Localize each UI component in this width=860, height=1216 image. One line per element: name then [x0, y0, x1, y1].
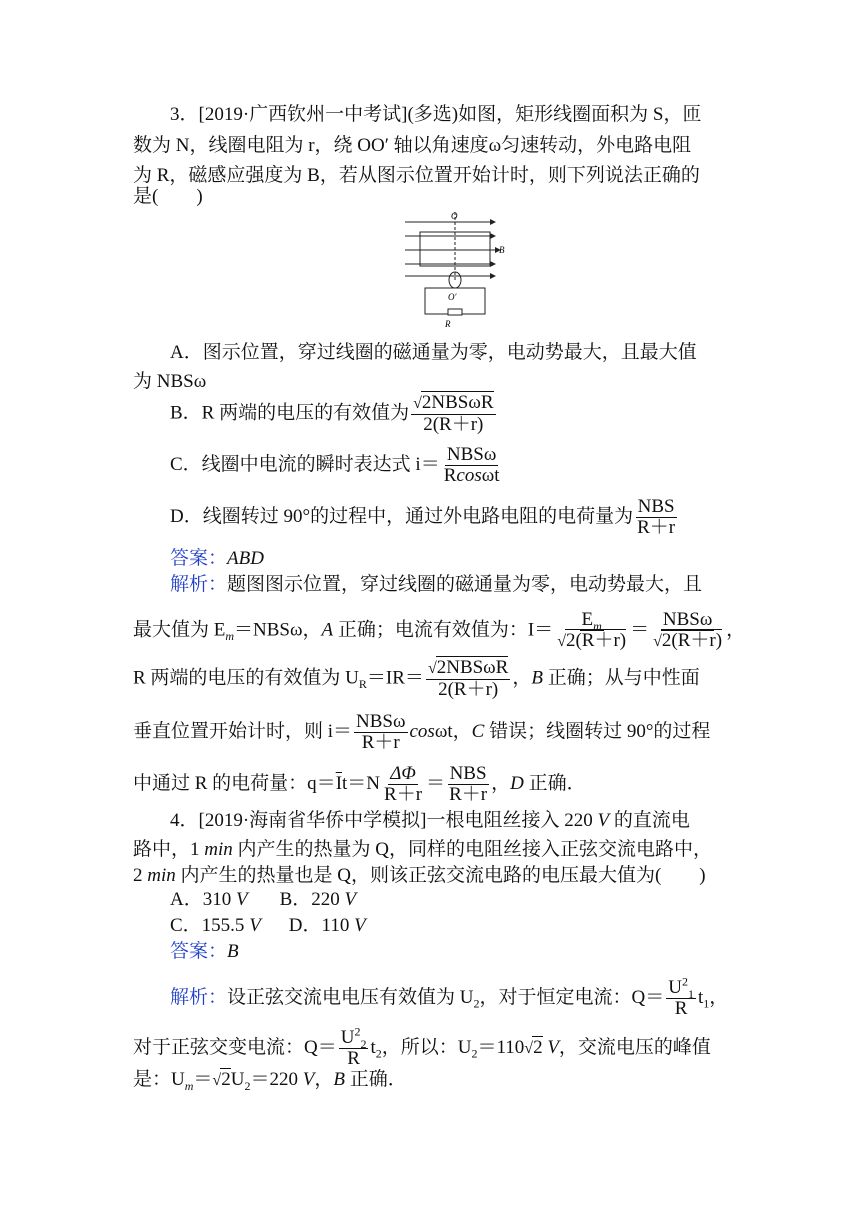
label-o-prime: O′: [448, 292, 457, 302]
expl-sub: R: [358, 677, 367, 692]
q4-text: 4．[2019·海南省华侨中学模拟]一根电阻丝接入 220: [170, 810, 598, 831]
option-c-den-b: cos: [456, 465, 482, 486]
expl-italic: B: [531, 667, 543, 689]
expl-text: ＝: [630, 619, 650, 641]
expl-sub: m: [225, 629, 235, 644]
option-b-den: 2(R＋r): [423, 414, 484, 435]
label-b: B: [499, 245, 505, 255]
option-d-den: R＋r: [637, 517, 676, 538]
sqrt-value: 2: [533, 1036, 543, 1058]
option-b-num: 2NBSωR: [421, 392, 494, 413]
frac-den: R＋r: [384, 784, 423, 805]
expl-text: t: [697, 986, 704, 1008]
option-d-text: D．线圈转过 90°的过程中，通过外电路电阻的电荷量为: [170, 505, 634, 527]
expl-sub: 2: [473, 996, 480, 1011]
expl-sub: 2: [244, 1078, 251, 1093]
option-d-num: NBS: [637, 496, 675, 517]
label-r: R: [445, 319, 451, 329]
expl-text: ，交流电压的峰值: [558, 1036, 711, 1058]
expl-text: ＝: [193, 1069, 213, 1090]
expl-italic: cos: [409, 720, 435, 742]
frac-num: E: [581, 609, 594, 630]
frac-den: R＋r: [449, 784, 488, 805]
q3-stem-line3: 为 R，磁感应强度为 B，若从图示位置开始计时，则下列说法正确的: [133, 165, 700, 186]
option-d-fraction: [635, 497, 677, 538]
expl-text: ，: [709, 986, 729, 1008]
option-d: D．110: [288, 915, 355, 936]
expl-text: t＝N: [342, 772, 381, 794]
expl-text: ，: [512, 667, 532, 689]
expl-sub: 2: [375, 1046, 382, 1061]
frac-den: R: [674, 998, 688, 1019]
q3-expl-line2: [133, 610, 745, 652]
frac-den: 2(R＋r): [438, 679, 499, 700]
frac-den: R＋r: [361, 732, 400, 753]
option-c: C．155.5: [170, 915, 250, 936]
q3-option-d: [170, 497, 679, 538]
q4-options-cd: [170, 914, 366, 938]
expl-text: ωt，: [434, 720, 472, 742]
unit: V: [354, 915, 366, 936]
unit: V: [249, 915, 261, 936]
option-a: A．310: [170, 889, 236, 910]
q3-stem-line4: 是( ): [133, 186, 203, 207]
expl-fraction: $\frac{U^2_1}{R}$: [668, 974, 694, 1019]
q4-options-ab: [170, 888, 356, 912]
q3-option-b: [170, 393, 498, 435]
q3-option-a-line1: A．图示位置，穿过线圈的磁通量为零，电动势最大，且最大值: [170, 342, 697, 363]
q4-expl-line3: 是：$U_m=√2U_2=220$ V，B 正确．: [133, 1069, 407, 1093]
q4-stem-line3: [133, 864, 706, 888]
q4-text: 路中，1: [133, 839, 205, 860]
expl-text: ＝220: [250, 1069, 303, 1090]
unit: V: [542, 1036, 559, 1058]
q4-text: 的直流电: [609, 810, 690, 831]
option-b: B．220: [279, 889, 345, 910]
expl-italic: D: [510, 772, 524, 794]
option-c-text: C．线圈中电流的瞬时表达式 i＝: [170, 453, 440, 475]
mean-current: $\overline{I}$: [335, 772, 343, 794]
expl-sub: 2: [471, 1046, 478, 1061]
q3-expl-line4: [133, 712, 710, 753]
resistor: [448, 309, 462, 315]
sqrt-value: 2: [221, 1069, 231, 1090]
unit: min: [147, 865, 176, 886]
option-b-fraction: $\frac{\text{√2NBSωR}}{2(R+r)}$: [413, 392, 494, 435]
frac-sub: m: [593, 618, 602, 633]
unit: min: [204, 839, 233, 860]
frac-num: U: [668, 977, 682, 998]
expl-text: 设正弦交流电电压有效值为 U: [227, 986, 474, 1008]
frac-num: NBS: [449, 763, 487, 784]
q3-option-a-line2: 为 NBSω: [133, 371, 207, 392]
expl-italic: B: [333, 1069, 345, 1090]
expl-text: ，对于恒定电流：Q＝: [479, 986, 665, 1008]
frac-num: U: [340, 1027, 355, 1048]
expl-fraction: $\frac{\text{NBSω}}{√2(R+r)}$: [653, 609, 723, 651]
q4-stem-line1: [170, 809, 690, 833]
expl-text: 错误；线圈转过 90°的过程: [484, 720, 711, 742]
answer-label: 答案：: [170, 548, 228, 569]
option-c-fraction: [442, 445, 502, 486]
frac-num: NBSω: [356, 711, 406, 732]
frac-den: 2(R＋r): [661, 630, 723, 651]
answer-value: ABD: [227, 548, 264, 569]
option-b-text: B．R 两端的电压的有效值为: [170, 402, 410, 424]
expl-text: 对于正弦交变电流：Q＝: [133, 1036, 337, 1058]
expl-text: U: [230, 1069, 245, 1090]
expl-fraction: $\frac{\text{√2NBSωR}}{2(R+r)}$: [427, 657, 509, 700]
frac-num: NBSω: [662, 609, 713, 630]
unit: V: [302, 1069, 315, 1090]
expl-text: 最大值为 E: [133, 619, 226, 641]
q3-stem-line1: 3．[2019·广西钦州一中考试](多选)如图，矩形线圈面积为 S，匝: [170, 104, 702, 125]
expl-fraction: [354, 712, 407, 753]
label-o: O: [451, 211, 458, 221]
expl-fraction: [382, 764, 424, 805]
expl-italic: A: [321, 619, 334, 641]
expl-text: ，: [314, 1069, 334, 1090]
frac-den: 2(R＋r): [565, 630, 627, 651]
expl-text: 正确．: [523, 772, 586, 794]
q3-answer: [170, 547, 264, 571]
explanation-label: 解析：: [170, 986, 228, 1008]
expl-text: ，所以：U: [381, 1036, 472, 1058]
frac-num: ΔΦ: [390, 763, 416, 784]
expl-text: ，: [726, 619, 746, 641]
answer-value: B: [227, 941, 239, 962]
expl-text: ＝IR＝: [366, 667, 424, 689]
option-c-num: NBSω: [446, 444, 497, 465]
expl-sub: m: [184, 1078, 194, 1093]
option-c-den-a: R: [443, 465, 457, 486]
expl-fraction: $\frac{U^2_2}{R}$: [340, 1024, 367, 1069]
q3-expl-line3: [133, 658, 700, 700]
q3-stem-line2: 数为 N，线圈电阻为 r，绕 OO′ 轴以角速度ω匀速转动，外电路电阻: [133, 135, 692, 156]
expl-italic: C: [471, 720, 485, 742]
q4-expl-line1: [170, 974, 729, 1019]
q4-text: 2: [133, 865, 148, 886]
option-c-den-c: ωt: [481, 465, 500, 486]
expl-text: 题图图示位置，穿过线圈的磁通量为零，电动势最大，且: [227, 574, 703, 595]
expl-text: R 两端的电压的有效值为 U: [133, 667, 359, 689]
q3-option-c: [170, 445, 504, 486]
q3-expl-line1: [170, 573, 702, 597]
expl-text: ＝110: [477, 1036, 525, 1058]
expl-fraction: [447, 764, 489, 805]
frac-den: R: [347, 1048, 360, 1069]
expl-fraction: $\frac{E_m}{√2(R+r)}$: [557, 609, 627, 651]
coil-diagram: [400, 210, 510, 332]
expl-text: t: [370, 1036, 376, 1058]
expl-sub: 1: [703, 996, 710, 1011]
expl-text: 正确；从与中性面: [542, 667, 700, 689]
expl-text: ＝: [426, 772, 446, 794]
explanation-label: 解析：: [170, 574, 228, 595]
answer-label: 答案：: [170, 941, 228, 962]
expl-text: 是：U: [133, 1069, 185, 1090]
q4-text: 内产生的热量也是 Q，则该正弦交流电路的电压最大值为( ): [175, 865, 706, 886]
q4-expl-line2: 对于正弦交变电流：Q＝ $\frac{U^2_2}{R}$ $t_2$，所以：$U_2=110√2$ V，交流电压的峰值: [133, 1024, 711, 1069]
q4-text: 内产生的热量为 Q，同样的电阻丝接入正弦交流电路中，: [232, 839, 712, 860]
expl-text: 正确；电流有效值为：I＝: [333, 619, 554, 641]
expl-text: 中通过 R 的电荷量：q＝: [133, 772, 336, 794]
expl-text: 垂直位置开始计时，则 i＝: [133, 720, 353, 742]
unit: V: [597, 810, 610, 831]
frac-num: 2NBSωR: [436, 657, 509, 678]
unit: V: [344, 889, 357, 910]
q4-stem-line2: [133, 838, 712, 862]
expl-text: ，: [491, 772, 511, 794]
expl-text: ＝NBSω，: [234, 619, 322, 641]
q4-answer: [170, 940, 239, 964]
unit: V: [235, 889, 248, 910]
expl-text: 正确．: [344, 1069, 407, 1090]
q3-expl-line5: [133, 764, 586, 805]
